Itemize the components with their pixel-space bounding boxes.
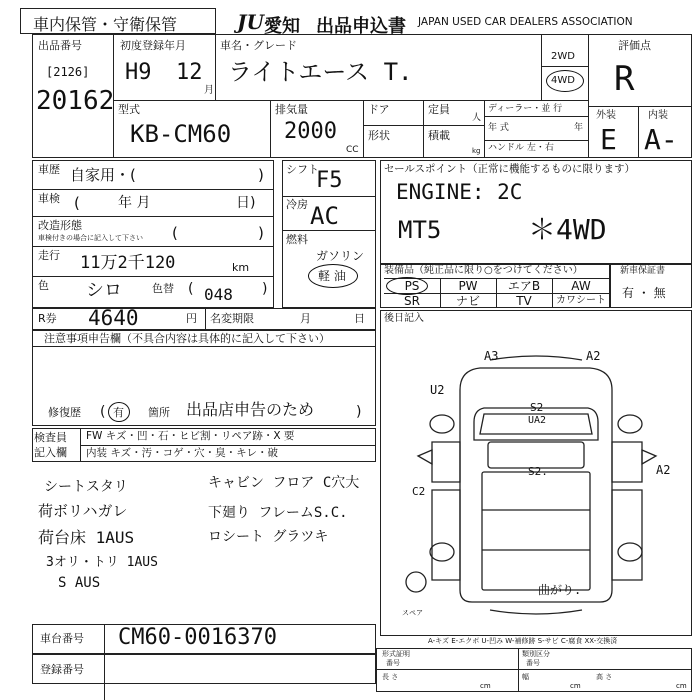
load-unit: kg bbox=[472, 147, 481, 155]
repair-close: ) bbox=[356, 404, 362, 420]
form-title: 出品申込書 bbox=[316, 16, 406, 37]
reg-no-label: 登録番号 bbox=[40, 663, 84, 676]
class-sub: 番号 bbox=[526, 659, 540, 667]
model-year-unit: 年 bbox=[574, 123, 584, 133]
comment-left-1: シートスタリ bbox=[44, 479, 128, 495]
inspector-row-1: FW キズ・凹・石・ヒビ割・リペア跡・X 要 bbox=[86, 430, 295, 442]
usage-label: 車歴 bbox=[38, 163, 60, 176]
mileage-unit: km bbox=[232, 261, 250, 274]
diagram-mark-s2-top: S2 bbox=[530, 401, 544, 414]
inspector-row-2: 内装 キズ・汚・コゲ・穴・臭・キレ・破 bbox=[86, 447, 279, 459]
fuel-diesel: 軽 油 bbox=[318, 269, 346, 283]
notes-label: 注意事項申告欄（不具合内容は具体的に記入して下さい） bbox=[44, 332, 330, 345]
diagram-mark-ua2: UA2 bbox=[528, 415, 547, 426]
comment-left-2: 荷ボリハガレ bbox=[38, 502, 128, 520]
comment-left-4: 3オリ・トリ 1AUS bbox=[46, 555, 158, 570]
comment-right-2: 下廻り フレームS.C. bbox=[208, 505, 348, 521]
capacity-label: 定員 bbox=[428, 103, 450, 116]
model-year-label: 年 式 bbox=[488, 123, 509, 133]
name-change-label: 名変期限 bbox=[210, 312, 254, 325]
chassis-value: CM60-0016370 bbox=[118, 625, 277, 650]
handle-label: ハンドル 左・右 bbox=[488, 143, 554, 153]
color-change-label: 色替 bbox=[152, 282, 174, 295]
storage-tag: 車内保管・守衛保管 bbox=[33, 15, 178, 34]
repair-open: ( bbox=[100, 404, 106, 420]
comment-right-1: キャビン フロア C穴大 bbox=[208, 475, 360, 491]
repair-place-label: 箇所 bbox=[148, 406, 170, 419]
selling-points-label: セールスポイント（正常に機能するものに限ります） bbox=[384, 163, 636, 175]
diagram-mark-a2-top: A2 bbox=[586, 349, 601, 363]
load-label: 積載 bbox=[428, 129, 450, 142]
comment-left-5: S AUS bbox=[58, 575, 101, 591]
selling-point-2: MT5 bbox=[398, 216, 442, 244]
car-name: ライトエース T. bbox=[228, 58, 413, 86]
inspector-label-1: 検査員 bbox=[34, 431, 67, 444]
dealer-label: ディーラー・並 行 bbox=[488, 104, 563, 114]
association-name: JAPAN USED CAR DEALERS ASSOCIATION bbox=[418, 16, 633, 28]
selling-point-1: ENGINE: 2C bbox=[396, 180, 523, 204]
score-label: 評価点 bbox=[618, 39, 651, 52]
warranty-value: 有 ・ 無 bbox=[622, 286, 666, 300]
r-unit: 円 bbox=[186, 312, 197, 325]
name-label: 車名・グレード bbox=[220, 39, 297, 52]
shape-label: 形状 bbox=[368, 129, 390, 142]
equip-sr: SR bbox=[404, 294, 420, 308]
model-label: 型式 bbox=[118, 103, 140, 116]
disp-label: 排気量 bbox=[275, 103, 308, 116]
height-unit: cm bbox=[676, 682, 687, 690]
length-label: 長 さ bbox=[382, 673, 399, 681]
equip-leather: カワシート bbox=[556, 295, 606, 306]
selling-points-section bbox=[380, 160, 692, 264]
color-code: 048 bbox=[204, 285, 233, 304]
color-close: ) bbox=[262, 281, 268, 297]
equip-ps: PS bbox=[404, 279, 420, 293]
width-unit: cm bbox=[570, 682, 581, 690]
color-value: シロ bbox=[86, 280, 122, 301]
width-label: 幅 bbox=[522, 673, 529, 681]
fuel-gas: ガソリン bbox=[316, 249, 365, 263]
r-value: 4640 bbox=[88, 306, 139, 330]
inspection-ym: 年 月 bbox=[118, 195, 151, 211]
shape-cert-sub: 番号 bbox=[386, 659, 400, 667]
score-value: R bbox=[614, 59, 635, 99]
class-label: 類別区分 bbox=[522, 650, 550, 658]
lot-number: 20162 bbox=[36, 86, 115, 116]
mod-close: ) bbox=[258, 224, 264, 242]
selling-point-3: ＊4WD bbox=[528, 213, 607, 246]
usage-close: ) bbox=[258, 166, 264, 184]
reg-month-unit: 月 bbox=[204, 85, 214, 96]
warranty-label: 新車保証書 bbox=[620, 266, 666, 276]
after-entry-label: 後日記入 bbox=[384, 313, 424, 324]
mileage-label: 走行 bbox=[38, 249, 60, 262]
diagram-mark-u2: U2 bbox=[430, 383, 445, 397]
lot-sub: [2126] bbox=[46, 65, 90, 79]
int-value: A- bbox=[644, 123, 678, 156]
disp-unit: CC bbox=[346, 145, 359, 155]
diagram-mark-c2: C2 bbox=[412, 485, 426, 498]
reg-month: 12 bbox=[176, 60, 203, 85]
equip-pw: PW bbox=[458, 279, 478, 293]
comment-right-3: ロシート グラツキ bbox=[208, 529, 329, 545]
storage-tag-box bbox=[20, 8, 216, 34]
repair-detail: 出品店申告のため bbox=[186, 400, 315, 419]
r-ken-row bbox=[32, 308, 376, 330]
equip-navi: ナビ bbox=[455, 294, 480, 308]
org-name: 愛知 bbox=[264, 16, 300, 37]
usage-value: 自家用・( bbox=[70, 166, 136, 184]
mod-sub: 車検付きの場合に記入して下さい bbox=[38, 234, 143, 242]
equip-aw: AW bbox=[571, 279, 591, 293]
inspection-label: 車検 bbox=[38, 192, 60, 205]
r-label: R券 bbox=[38, 312, 57, 325]
equip-tv: TV bbox=[516, 294, 532, 308]
chassis-label: 車台番号 bbox=[40, 632, 84, 645]
equipment-label: 装備品（純正品に限り○をつけてください） bbox=[384, 265, 583, 276]
height-label: 高 さ bbox=[596, 673, 613, 681]
spare-label: スペア bbox=[402, 609, 423, 617]
int-label: 内装 bbox=[648, 110, 668, 121]
diagram-mark-a2-right: A2 bbox=[656, 463, 671, 477]
color-label: 色 bbox=[38, 279, 49, 292]
name-change-day: 日 bbox=[354, 312, 365, 325]
repair-label: 修復歴 bbox=[48, 406, 81, 419]
drive-2wd: 2WD bbox=[551, 51, 575, 62]
repair-value: 有 bbox=[113, 406, 124, 419]
door-label: ドア bbox=[368, 103, 390, 116]
shift-value: F5 bbox=[316, 168, 343, 193]
disp-value: 2000 bbox=[284, 119, 337, 144]
ac-value: AC bbox=[310, 202, 339, 230]
name-change-month: 月 bbox=[300, 312, 311, 325]
inspector-label-2: 記入欄 bbox=[34, 446, 67, 459]
mod-open: ( bbox=[172, 224, 178, 242]
lot-label: 出品番号 bbox=[38, 39, 82, 52]
damage-legend: A-キズ E-エクボ U-凹み W-補修跡 S-サビ C-腐食 XX-交換済 bbox=[428, 637, 618, 645]
model-value: KB-CM60 bbox=[130, 120, 232, 148]
fuel-label: 燃料 bbox=[286, 233, 308, 246]
diagram-mark-a3: A3 bbox=[484, 349, 499, 363]
equip-airbag: エアB bbox=[507, 279, 541, 293]
inspection-open: ( bbox=[74, 194, 80, 212]
mod-label: 改造形態 bbox=[38, 219, 82, 232]
ju-logo-icon: JU bbox=[237, 10, 264, 34]
shift-label: シフト bbox=[286, 163, 319, 176]
diagram-mark-bend: 曲がり. bbox=[538, 583, 582, 597]
inspection-day: 日) bbox=[236, 195, 256, 211]
ac-label: 冷房 bbox=[286, 198, 308, 211]
shape-cert-label: 形式証明 bbox=[382, 650, 410, 658]
drive-4wd: 4WD bbox=[551, 75, 575, 86]
diagram-mark-s2-mid: S2. bbox=[528, 465, 548, 478]
reg-label: 初度登録年月 bbox=[120, 39, 186, 52]
comment-left-3: 荷台床 1AUS bbox=[38, 528, 135, 547]
reg-year: H9 bbox=[125, 60, 152, 85]
capacity-unit: 人 bbox=[472, 113, 482, 123]
ext-label: 外装 bbox=[596, 110, 616, 121]
color-open: ( bbox=[188, 281, 194, 297]
mileage-value: 11万2千120 bbox=[80, 253, 176, 273]
length-unit: cm bbox=[480, 682, 491, 690]
ext-value: E bbox=[600, 123, 617, 156]
